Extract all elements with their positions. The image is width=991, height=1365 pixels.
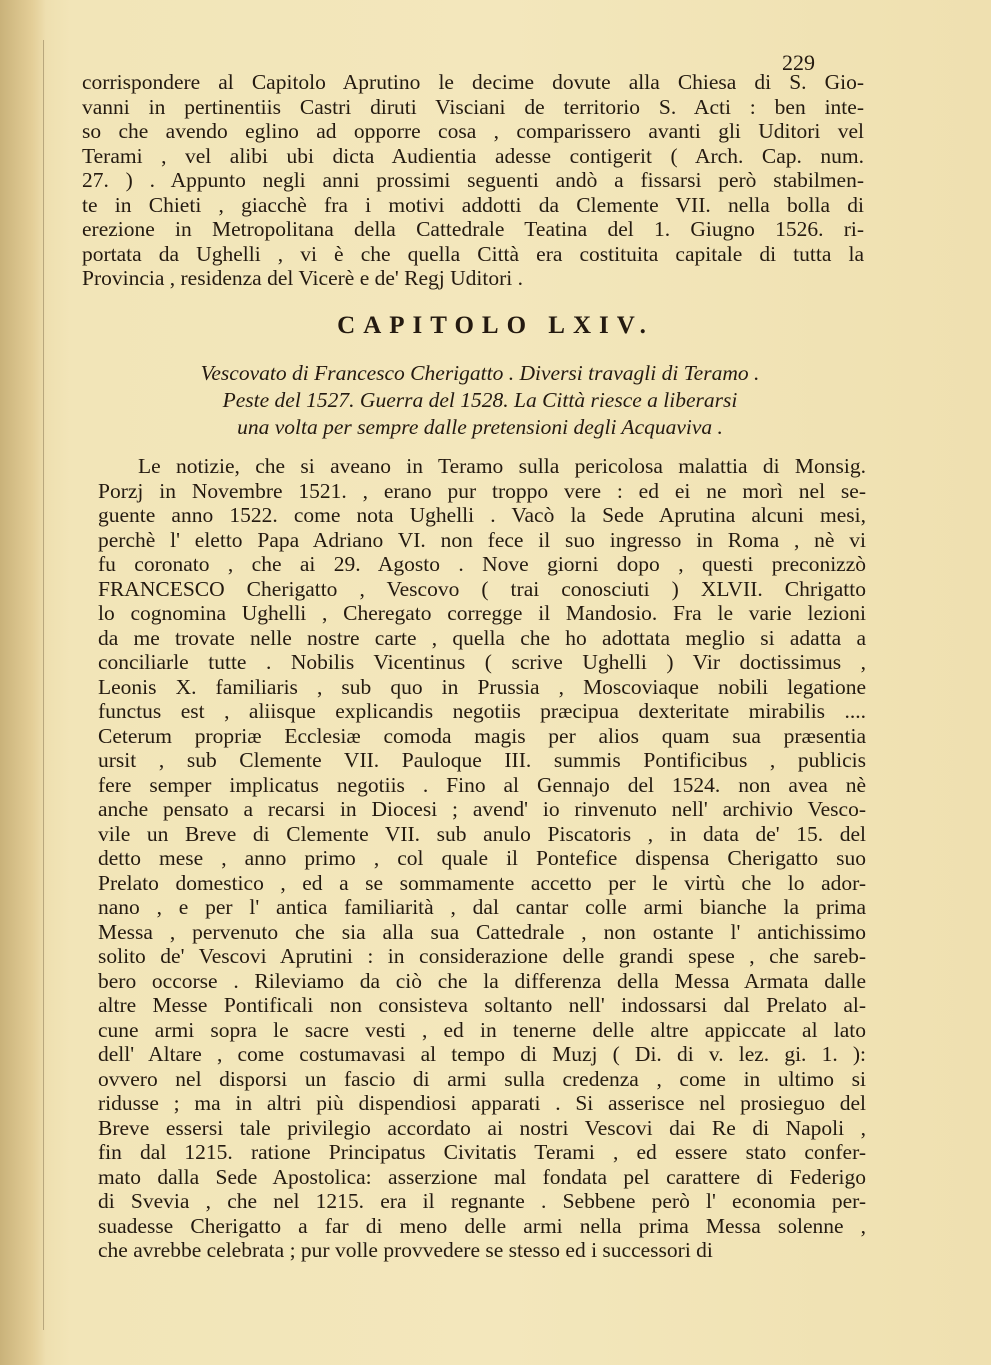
text-line: suadesse Cherigatto a far di meno delle armi nella prima Messa solenne , [98, 1213, 866, 1238]
text-line: che avrebbe celebrata ; pur volle provvedere se stesso ed i successori di [98, 1238, 713, 1262]
text-line: Provincia , residenza del Vicerè e de' Regj Uditori . [82, 266, 523, 290]
text-line: fere semper implicatus negotiis . Fino al Gennajo del 1524. non avea nè [98, 772, 866, 797]
text-line: portata da Ughelli , vi è che quella Città era costituita capitale di tutta la [82, 241, 864, 266]
text-line: Terami , vel alibi ubi dicta Audientia adesse contigerit ( Arch. Cap. num. [82, 143, 864, 168]
text-line: ursit , sub Clemente VII. Pauloque III. summis Pontificibus , publicis [98, 748, 866, 772]
text-line: functus est , aliisque explicandis negotiis præcipua dexteritate mirabilis .... [98, 699, 866, 723]
text-line: guente anno 1522. come nota Ughelli . Vacò la Sede Aprutina alcuni mesi, [98, 503, 866, 527]
text-line: ovvero nel disporsi un fascio di armi sulla credenza , come in ultimo si [98, 1066, 866, 1091]
text-line: ridusse ; ma in altri più dispendiosi apparati . Si asserisce nel prosieguo del [98, 1091, 866, 1115]
text-line: da me trovate nelle nostre carte , quella che ho adottata meglio si adatta a [98, 625, 866, 650]
text-line: fu coronato , che ai 29. Agosto . Nove giorni dopo , questi preconizzò [98, 552, 866, 576]
text-line: mato dalla Sede Apostolica: asserzione mal fondata pel carattere di Federigo [98, 1164, 866, 1189]
text-line: conciliarle tutte . Nobilis Vicentinus ( scrive Ughelli ) Vir doctissimus , [98, 650, 866, 674]
text-line: so che avendo eglino ad opporre cosa , comparissero avanti gli Uditori vel [82, 119, 864, 143]
text-line: Prelato domestico , ed a se sommamente accetto per le virtù che lo ador- [98, 870, 866, 895]
text-line: lo cognomina Ughelli , Cheregato corregge il Mandosio. Fra le varie lezioni [98, 601, 866, 625]
summary-line: Peste del 1527. Guerra del 1528. La Città riesce a liberarsi [222, 388, 738, 412]
text-line: vanni in pertinentiis Castri diruti Visciani de territorio S. Acti : ben inte- [82, 94, 864, 119]
main-paragraph [98, 454, 866, 1263]
summary-line: una volta per sempre dalle pretensioni degli Acquaviva . [237, 415, 723, 439]
text-line: 27. ) . Appunto negli anni prossimi seguenti andò a fissarsi però stabilmen- [82, 168, 864, 192]
text-line: di Svevia , che nel 1215. era il regnante . Sebbene però l' economia per- [98, 1189, 866, 1213]
text-line: Breve essersi tale privilegio accordato ai nostri Vescovi dai Re di Napoli , [98, 1115, 866, 1140]
text-line: detto mese , anno primo , col quale il Pontefice dispensa Cherigatto suo [98, 846, 866, 870]
top-paragraph [82, 70, 864, 291]
text-line: vile un Breve di Clemente VII. sub anulo Piscatoris , in data de' 15. del [98, 821, 866, 846]
text-line: anche pensato a recarsi in Diocesi ; avend' io rinvenuto nell' archivio Vesco- [98, 797, 866, 821]
text-line: corrispondere al Capitolo Aprutino le decime dovute alla Chiesa di S. Gio- [82, 70, 864, 94]
text-line: cune armi sopra le sacre vesti , ed in tenerne delle altre appiccate al lato [98, 1017, 866, 1042]
chapter-title: CAPITOLO LXIV. [337, 312, 654, 339]
page-gutter [0, 0, 46, 1365]
text-line: altre Messe Pontificali non consisteva soltanto nell' indossarsi dal Prelato al- [98, 993, 866, 1017]
text-line: Leonis X. familiaris , sub quo in Prussia , Moscoviaque nobili legatione [98, 674, 866, 699]
text-line: Le notizie, che si aveano in Teramo sulla pericolosa malattia di Monsig. [138, 454, 866, 478]
text-line: erezione in Metropolitana della Cattedrale Teatina del 1. Giugno 1526. ri- [82, 217, 864, 241]
summary-line: Vescovato di Francesco Cherigatto . Diversi travagli di Teramo . [200, 361, 760, 385]
page-number: 229 [782, 50, 815, 75]
text-line: solito de' Vescovi Aprutini : in considerazione delle grandi spese , che sareb- [98, 944, 866, 968]
text-line: bero occorse . Rileviamo da ciò che la differenza della Messa Armata dalle [98, 968, 866, 993]
text-line: FRANCESCO Cherigatto , Vescovo ( trai conosciuti ) XLVII. Chrigatto [98, 576, 866, 601]
text-line: te in Chieti , giacchè fra i motivi addotti da Clemente VII. nella bolla di [82, 192, 864, 217]
text-line: Ceterum propriæ Ecclesiæ comoda magis per alios quam sua præsentia [98, 723, 866, 748]
text-line: perchè l' eletto Papa Adriano VI. non fece il suo ingresso in Roma , nè vi [98, 527, 866, 552]
chapter-summary [90, 360, 870, 441]
text-line: dell' Altare , come costumavasi al tempo di Muzj ( Di. di v. lez. gi. 1. ): [98, 1042, 866, 1066]
text-line: fin dal 1215. ratione Principatus Civitatis Terami , ed essere stato confer- [98, 1140, 866, 1164]
binding-line [43, 40, 44, 1330]
text-line: Messa , pervenuto che sia alla sua Cattedrale , non ostante l' antichissimo [98, 919, 866, 944]
text-line: nano , e per l' antica familiarità , dal cantar colle armi bianche la prima [98, 895, 866, 919]
text-line: Porzj in Novembre 1521. , erano pur troppo vere : ed ei ne morì nel se- [98, 478, 866, 503]
